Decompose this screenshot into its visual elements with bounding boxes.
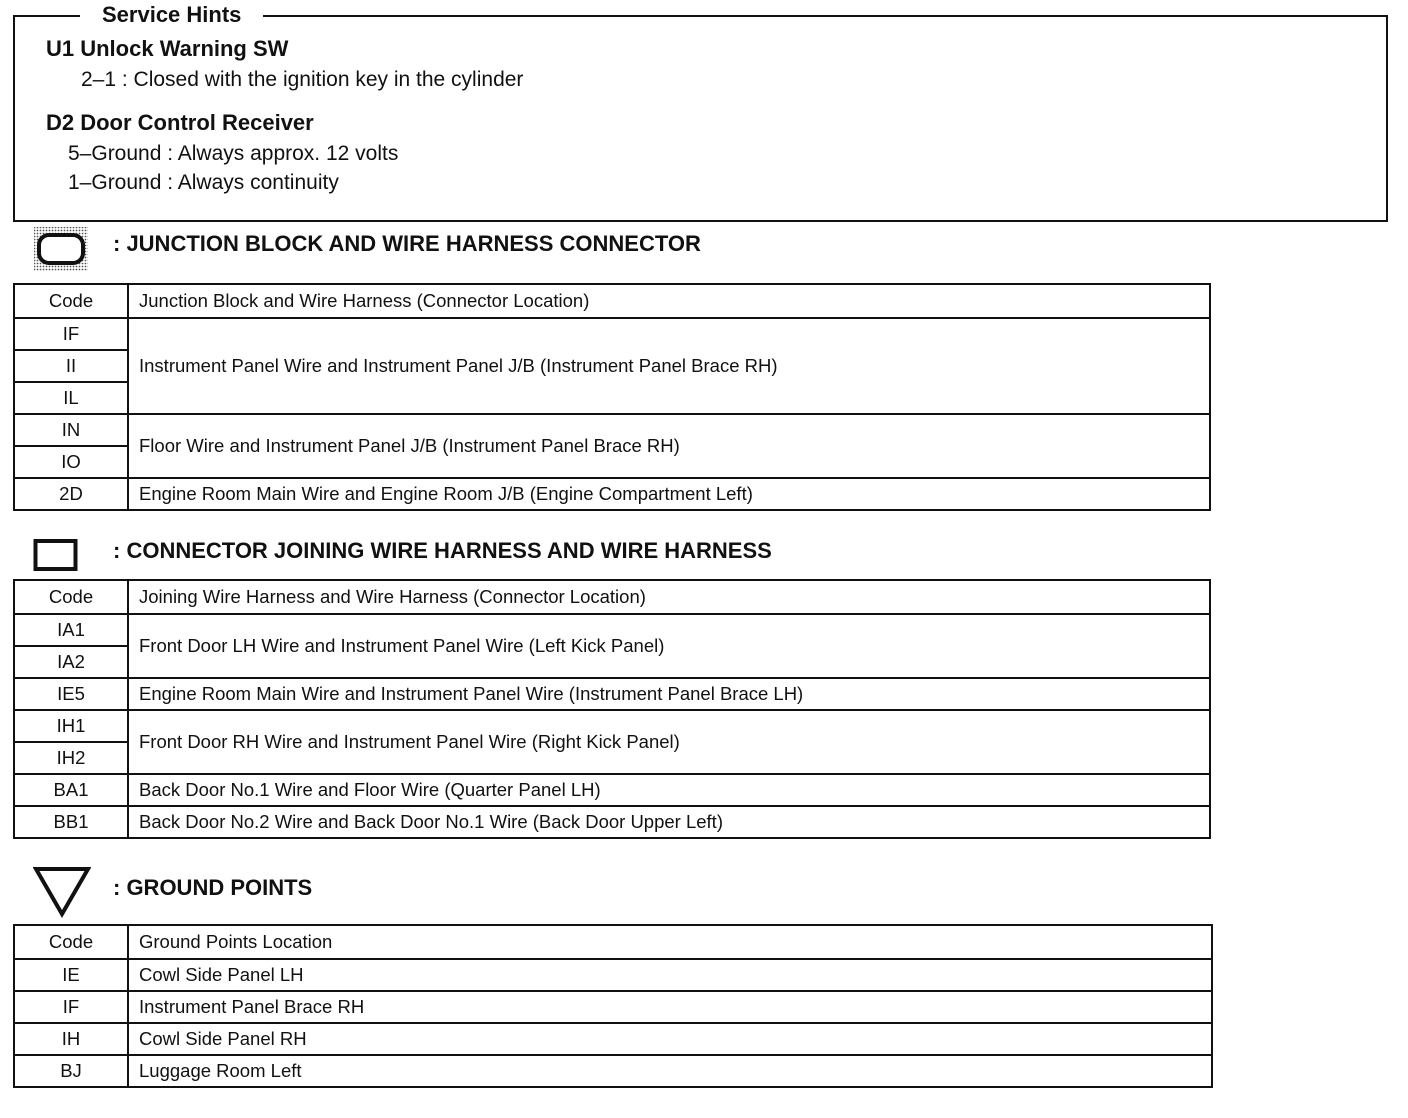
table-row	[14, 991, 1212, 1023]
junction-block-icon	[33, 226, 89, 272]
desc-cell: Back Door No.1 Wire and Floor Wire (Quarter Panel LH)	[128, 774, 1210, 806]
hint-line-u1-1: 2–1 : Closed with the ignition key in the cylinder	[81, 68, 524, 91]
table-row	[14, 710, 1210, 742]
code-cell: IE	[14, 959, 128, 991]
code-cell: IN	[14, 414, 128, 446]
code-cell: IF	[14, 318, 128, 350]
table-row	[14, 678, 1210, 710]
table-header-row	[14, 925, 1212, 959]
desc-cell: Luggage Room Left	[128, 1055, 1212, 1087]
desc-cell: Cowl Side Panel RH	[128, 1023, 1212, 1055]
code-cell: IO	[14, 446, 128, 478]
code-cell: IA2	[14, 646, 128, 678]
desc-cell: Front Door LH Wire and Instrument Panel Wire (Left Kick Panel)	[128, 614, 1210, 678]
table-row	[14, 318, 1210, 350]
desc-cell: Instrument Panel Wire and Instrument Panel J/B (Instrument Panel Brace RH)	[128, 318, 1210, 414]
table-row	[14, 1023, 1212, 1055]
table-row	[14, 414, 1210, 446]
ground-table	[13, 924, 1213, 1088]
code-cell: IH2	[14, 742, 128, 774]
table-row	[14, 478, 1210, 510]
connector-icon	[33, 538, 79, 572]
code-cell: BB1	[14, 806, 128, 838]
code-cell: IE5	[14, 678, 128, 710]
hint-line-d2-2: 1–Ground : Always continuity	[68, 171, 339, 194]
desc-cell: Engine Room Main Wire and Instrument Panel Wire (Instrument Panel Brace LH)	[128, 678, 1210, 710]
code-cell: 2D	[14, 478, 128, 510]
desc-cell: Engine Room Main Wire and Engine Room J/B (Engine Compartment Left)	[128, 478, 1210, 510]
code-header: Code	[14, 925, 128, 959]
desc-cell: Instrument Panel Brace RH	[128, 991, 1212, 1023]
table-row	[14, 774, 1210, 806]
table-row	[14, 959, 1212, 991]
hint-heading-u1: U1 Unlock Warning SW	[46, 36, 289, 61]
code-header: Code	[14, 284, 128, 318]
connector-section-label: : CONNECTOR JOINING WIRE HARNESS AND WIRE HARNESS	[113, 538, 772, 563]
table-row	[14, 806, 1210, 838]
desc-cell: Front Door RH Wire and Instrument Panel Wire (Right Kick Panel)	[128, 710, 1210, 774]
service-hints-title: Service Hints	[80, 1, 263, 29]
table-header-row	[14, 580, 1210, 614]
ground-section-label: : GROUND POINTS	[113, 875, 313, 900]
table-row	[14, 1055, 1212, 1087]
code-cell: IH	[14, 1023, 128, 1055]
code-cell: IL	[14, 382, 128, 414]
code-cell: BJ	[14, 1055, 128, 1087]
desc-cell: Cowl Side Panel LH	[128, 959, 1212, 991]
desc-cell: Floor Wire and Instrument Panel J/B (Instrument Panel Brace RH)	[128, 414, 1210, 478]
table-row	[14, 614, 1210, 646]
table-header-row	[14, 284, 1210, 318]
code-cell: BA1	[14, 774, 128, 806]
desc-header: Ground Points Location	[128, 925, 1212, 959]
code-cell: IF	[14, 991, 128, 1023]
desc-cell: Back Door No.2 Wire and Back Door No.1 Wire (Back Door Upper Left)	[128, 806, 1210, 838]
junction-table	[13, 283, 1211, 511]
hint-heading-d2: D2 Door Control Receiver	[46, 110, 314, 135]
hint-line-d2-1: 5–Ground : Always approx. 12 volts	[68, 142, 399, 165]
junction-section-label: : JUNCTION BLOCK AND WIRE HARNESS CONNECTOR	[113, 231, 701, 256]
code-cell: IH1	[14, 710, 128, 742]
code-header: Code	[14, 580, 128, 614]
code-cell: IA1	[14, 614, 128, 646]
connector-table	[13, 579, 1211, 839]
desc-header: Joining Wire Harness and Wire Harness (Connector Location)	[128, 580, 1210, 614]
code-cell: II	[14, 350, 128, 382]
desc-header: Junction Block and Wire Harness (Connector Location)	[128, 284, 1210, 318]
ground-triangle-icon	[33, 866, 91, 918]
